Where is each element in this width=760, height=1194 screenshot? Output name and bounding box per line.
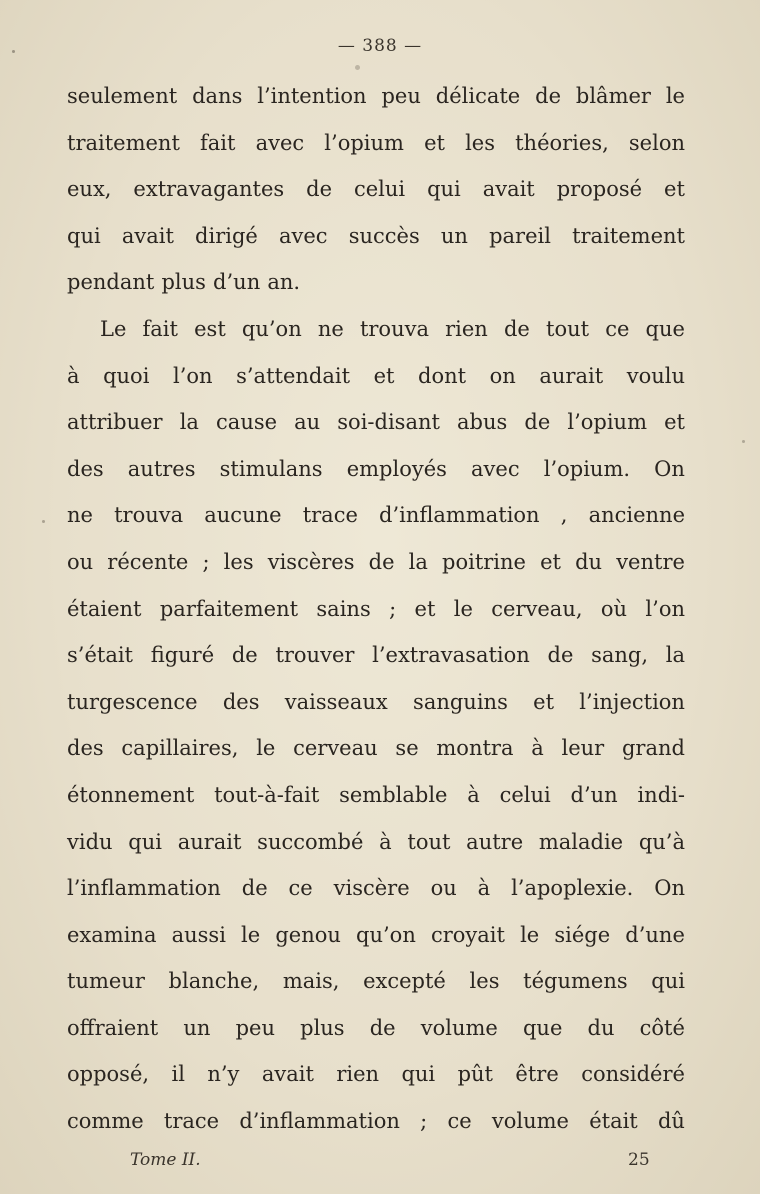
text-line: ne trouva aucune trace d’inflammation , ancienne (67, 503, 685, 528)
text-line: à quoi l’on s’attendait et dont on aurait voulu (67, 363, 685, 388)
text-line: Le fait est qu’on ne trouva rien de tout ce que (100, 316, 685, 341)
text-line: turgescence des vaisseaux sanguins et l’injection (67, 689, 685, 714)
paper-spot (355, 65, 360, 70)
text-line: des capillaires, le cerveau se montra à leur grand (67, 736, 685, 761)
footer-signature: 25 (628, 1150, 650, 1170)
text-line: étonnement tout-à-fait semblable à celui d’un indi- (67, 782, 685, 807)
text-line: tumeur blanche, mais, excepté les tégumens qui (67, 969, 685, 994)
text-line: attribuer la cause au soi-disant abus de l’opium et (67, 410, 685, 435)
page-footer (0, 1150, 760, 1174)
paper-spot (742, 440, 745, 443)
text-line: des autres stimulans employés avec l’opium. On (67, 456, 685, 481)
text-line: traitement fait avec l’opium et les théories, selon (67, 130, 685, 155)
text-line: s’était figuré de trouver l’extravasation de sang, la (67, 643, 685, 668)
footer-volume: Tome II. (130, 1150, 201, 1170)
text-line: comme trace d’inflammation ; ce volume était dû (67, 1109, 685, 1134)
text-line: eux, extravagantes de celui qui avait proposé et (67, 177, 685, 202)
text-line: vidu qui aurait succombé à tout autre maladie qu’à (67, 829, 685, 854)
page-number-header: — 388 — (337, 36, 423, 56)
paper-spot (42, 520, 45, 523)
text-line: étaient parfaitement sains ; et le cerveau, où l’on (67, 596, 685, 621)
text-line: ou récente ; les viscères de la poitrine et du ventre (67, 549, 685, 574)
text-line: pendant plus d’un an. (67, 270, 301, 295)
paper-spot (12, 50, 15, 53)
text-line: qui avait dirigé avec succès un pareil traitement (67, 223, 685, 248)
text-line: seulement dans l’intention peu délicate de blâmer le (67, 84, 685, 108)
text-line: examina aussi le genou qu’on croyait le siége d’une (67, 922, 685, 947)
text-line: offraient un peu plus de volume que du côté (67, 1015, 685, 1040)
text-line: l’inflammation de ce viscère ou à l’apoplexie. On (67, 876, 685, 901)
body-text (67, 73, 685, 1145)
text-line: opposé, il n’y avait rien qui pût être considéré (67, 1062, 685, 1087)
